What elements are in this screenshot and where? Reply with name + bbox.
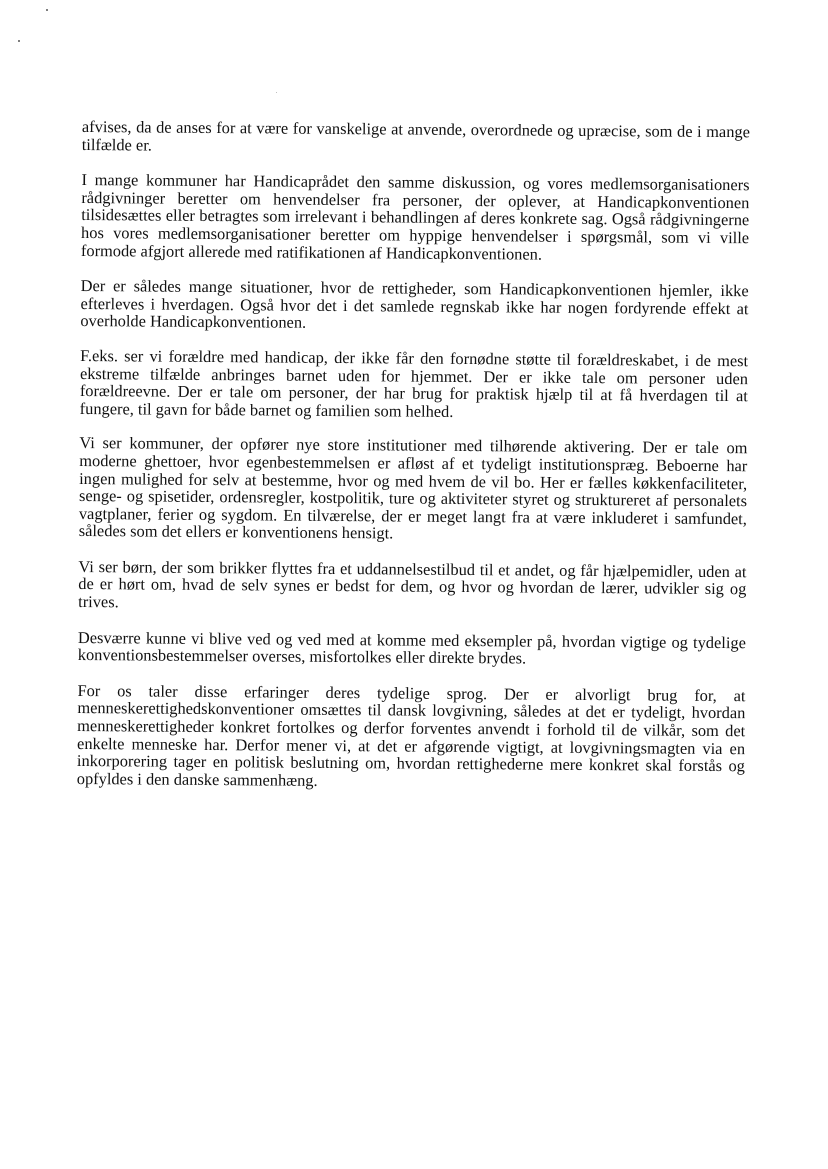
paragraph-8: For os taler disse erfaringer deres tydelige sprog. Der er alvorligt brug for, at menneskerettighedskonventioner omsættes til dansk lovgivning, således at det er tydeligt, hvordan menneskerettigheder konkret fortolkes og derfor forventes anvendt i forhold til de vilkår, som det enkelte menneske har. Derfor mener vi, at det er afgørende vigtigt, at lovgivningsmagten via en inkorporering tager en politisk beslutning om, hvordan rettighederne mere konkret skal forstås og opfyldes i den danske sammenhæng. — [76, 680, 746, 790]
document-body — [77, 118, 750, 810]
paragraph-4: F.eks. ser vi forældre med handicap, der ikke får den fornødne støtte til forældreskabet, i de mest ekstreme tilfælde anbringes barnet uden for hjemmet. Der er ikke tale om personer uden forældreevne. Der er tale om personer, der har brug for praktisk hjælp til at få hverdagen til at fungere, til gavn for både barnet og familien som helhed. — [79, 345, 749, 421]
paragraph-3: Der er således mange situationer, hvor de rettigheder, som Handicapkonventionen hjemler, ikke efterleves i hverdagen. Også hvor det i det samlede regnskab ikke har nogen fordyrende effekt at overholde Handicapkonventionen. — [80, 276, 749, 333]
paragraph-7: Desværre kunne vi blive ved og ved med at komme med eksempler på, hvordan vigtige og tydelige konventionsbestemmelser overses, misfortolkes eller direkte brydes. — [77, 627, 746, 668]
paragraph-5: Vi ser kommuner, der opfører nye store institutioner med tilhørende aktivering. Der er tale om moderne ghettoer, hvor egenbestemmelsen er afløst af et tydeligt institutionspræg. Beboerne har ingen mulighed for selv at bestemme, hvor og med hvem de vil bo. Her er fælles køkkenfaciliteter, senge- og spisetider, ordensregler, kostpolitik, ture og aktiviteter styret og struktureret af personalets vagtplaner, ferier og sygdom. En tilværelse, der er meget langt fra at være inkluderet i samfundet, således som det ellers er konventionens hensigt. — [78, 433, 748, 543]
paragraph-6: Vi ser børn, der som brikker flyttes fra et uddannelsestilbud til et andet, og får hjælpemidler, uden at de er hørt om, hvad de selv synes er bedst for dem, og hvor og hvordan de lærer, udvikler sig og trives. — [78, 556, 747, 612]
scan-speck — [18, 40, 20, 42]
paragraph-1: afvises, da de anses for at være for vanskelige at anvende, overordnede og upræcise, som de i mange tilfælde er. — [81, 117, 750, 155]
scan-speck — [276, 92, 277, 93]
scan-speck — [46, 9, 48, 11]
paragraph-2: I mange kommuner har Handicaprådet den samme diskussion, og vores medlemsorganisationers rådgivninger beretter om henvendelser fra personer, der oplever, at Handicapkonventionen tilsidesættes eller betragtes som irrelevant i behandlingen af deres konkrete sag. Også rådgivningerne hos vores medlemsorganisationer beretter om hyppige henvendelser i spørgsmål, som vi ville formode afgjort allerede med ratifikationen af Handicapkonventionen. — [80, 170, 750, 264]
